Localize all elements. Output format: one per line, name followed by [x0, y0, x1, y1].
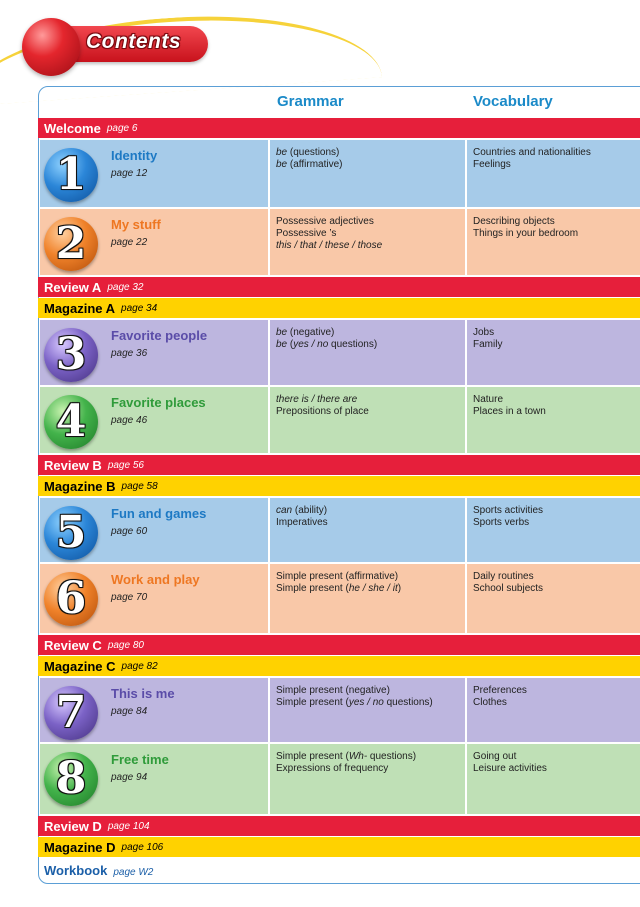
grammar-text: (questions) — [287, 147, 340, 158]
grammar-text: he / she / it — [348, 583, 398, 594]
review-label: Review D — [44, 818, 102, 834]
grammar-text: this / that / these / those — [276, 240, 383, 251]
grammar-text: be — [276, 147, 288, 158]
grammar-text: Imperatives — [276, 517, 328, 528]
unit-title[interactable]: Identity — [111, 148, 158, 163]
grammar-text: be — [276, 327, 288, 338]
vocabulary-item: Leisure activities — [473, 763, 547, 774]
unit-number-badge-icon: 4 — [44, 395, 98, 449]
grammar-text: Simple present (affirmative) — [276, 571, 399, 582]
grammar-text: yes / no — [293, 339, 329, 350]
unit-row-7[interactable] — [40, 678, 640, 742]
unit-number-badge-icon: 1 — [44, 148, 98, 202]
unit-number-badge-icon: 6 — [44, 572, 98, 626]
vocabulary-list — [473, 327, 502, 351]
magazine-b-row[interactable] — [38, 476, 640, 496]
vocabulary-item: Going out — [473, 751, 517, 762]
grammar-item — [276, 406, 369, 418]
grammar-text: be — [276, 339, 288, 350]
review-a-row[interactable] — [38, 277, 640, 297]
review-label: Review C — [44, 637, 102, 653]
vocabulary-list — [473, 147, 591, 171]
unit-number-badge-icon: 2 — [44, 217, 98, 271]
review-label: Review A — [44, 279, 102, 295]
unit-number-badge-icon: 7 — [44, 686, 98, 740]
vocabulary-item: Jobs — [473, 327, 495, 338]
vocabulary-item: Daily routines — [473, 571, 534, 582]
unit-row-3[interactable] — [40, 320, 640, 385]
grammar-text: (affirmative) — [287, 159, 343, 170]
unit-page: page 60 — [111, 526, 148, 537]
grammar-cell — [270, 564, 465, 633]
red-ball-icon — [22, 18, 80, 76]
vocabulary-item: Countries and nationalities — [473, 147, 591, 158]
unit-title-cell — [40, 498, 268, 562]
vocabulary-cell — [467, 387, 640, 453]
grammar-text: (ability) — [292, 505, 328, 516]
vocabulary-list — [473, 216, 578, 240]
grammar-item — [276, 583, 401, 595]
unit-row-6[interactable] — [40, 564, 640, 633]
grammar-text: Simple present (negative) — [276, 685, 390, 696]
grammar-text: Expressions of frequency — [276, 763, 389, 774]
unit-row-5[interactable] — [40, 498, 640, 562]
unit-row-8[interactable] — [40, 744, 640, 814]
vocabulary-item: Sports verbs — [473, 517, 530, 528]
review-page: page 104 — [107, 820, 150, 832]
welcome-page: page 6 — [106, 122, 138, 134]
unit-page: page 46 — [111, 415, 148, 426]
unit-row-2[interactable] — [40, 209, 640, 275]
grammar-text: (negative) — [287, 327, 335, 338]
grammar-cell — [270, 140, 465, 207]
unit-title[interactable]: Work and play — [111, 572, 200, 587]
grammar-cell — [270, 498, 465, 562]
unit-title[interactable]: My stuff — [111, 217, 161, 232]
vocabulary-item: Places in a town — [473, 406, 546, 417]
grammar-text: Simple present ( — [276, 697, 349, 708]
vocabulary-list — [473, 505, 543, 529]
unit-page: page 94 — [111, 772, 148, 783]
unit-page: page 84 — [111, 706, 148, 717]
grammar-text: ( — [287, 339, 294, 350]
welcome-label: Welcome — [44, 120, 101, 136]
magazine-label: Magazine A — [44, 300, 116, 316]
vocabulary-column-header: Vocabulary — [473, 93, 553, 110]
vocabulary-item: Nature — [473, 394, 504, 405]
vocabulary-cell — [467, 140, 640, 207]
grammar-item — [276, 327, 377, 339]
grammar-cell — [270, 678, 465, 742]
grammar-text: questions) — [328, 339, 378, 350]
vocabulary-cell — [467, 320, 640, 385]
unit-row-1[interactable] — [40, 140, 640, 207]
workbook-page: page W2 — [113, 867, 154, 878]
grammar-text: Possessive ’s — [276, 228, 337, 239]
unit-number-badge-icon: 3 — [44, 328, 98, 382]
grammar-cell — [270, 744, 465, 814]
review-page: page 80 — [107, 639, 144, 651]
review-page: page 32 — [107, 281, 144, 293]
magazine-label: Magazine B — [44, 478, 116, 494]
grammar-item — [276, 394, 369, 406]
magazine-page: page 106 — [121, 841, 164, 853]
workbook-row[interactable] — [44, 863, 153, 878]
review-c-row[interactable] — [38, 635, 640, 655]
unit-title-cell — [40, 744, 268, 814]
grammar-list — [276, 216, 382, 252]
grammar-item — [276, 240, 382, 252]
unit-title-cell — [40, 678, 268, 742]
vocabulary-item: School subjects — [473, 583, 544, 594]
grammar-list — [276, 327, 377, 351]
unit-page: page 22 — [111, 237, 148, 248]
vocabulary-item: Feelings — [473, 159, 511, 170]
grammar-text: questions) — [367, 751, 417, 762]
review-b-row[interactable] — [38, 455, 640, 475]
grammar-text: yes / no — [348, 697, 384, 708]
grammar-text: can — [276, 505, 293, 516]
vocabulary-list — [473, 394, 546, 418]
unit-number-badge-icon: 5 — [44, 506, 98, 560]
unit-title-cell — [40, 320, 268, 385]
grammar-text: Wh- — [348, 751, 368, 762]
grammar-text: ) — [397, 583, 402, 594]
grammar-list — [276, 505, 328, 529]
magazine-d-row[interactable] — [38, 837, 640, 857]
magazine-page: page 34 — [121, 302, 158, 314]
grammar-list — [276, 571, 401, 595]
page-title: Contents — [86, 30, 181, 53]
unit-number-badge-icon: 8 — [44, 752, 98, 806]
contents-banner — [0, 0, 640, 90]
magazine-a-row[interactable] — [38, 298, 640, 318]
grammar-item — [276, 159, 343, 171]
magazine-page: page 82 — [121, 660, 158, 672]
grammar-item — [276, 697, 433, 709]
unit-title[interactable]: Favorite people — [111, 328, 208, 343]
grammar-cell — [270, 387, 465, 453]
grammar-list — [276, 685, 433, 709]
grammar-item — [276, 685, 433, 697]
grammar-text: Possessive adjectives — [276, 216, 374, 227]
grammar-text: questions) — [383, 697, 433, 708]
vocabulary-item: Describing objects — [473, 216, 555, 227]
vocabulary-item: Sports activities — [473, 505, 544, 516]
workbook-label: Workbook — [44, 863, 108, 878]
grammar-item — [276, 751, 416, 763]
vocabulary-cell — [467, 744, 640, 814]
vocabulary-item: Clothes — [473, 697, 507, 708]
unit-title-cell — [40, 209, 268, 275]
grammar-item — [276, 216, 382, 228]
unit-title-cell — [40, 140, 268, 207]
grammar-cell — [270, 209, 465, 275]
magazine-label: Magazine D — [44, 839, 116, 855]
review-page: page 56 — [107, 459, 144, 471]
review-d-row[interactable] — [38, 816, 640, 836]
unit-page: page 36 — [111, 348, 148, 359]
magazine-c-row[interactable] — [38, 656, 640, 676]
vocabulary-item: Preferences — [473, 685, 527, 696]
vocabulary-list — [473, 751, 547, 775]
vocabulary-cell — [467, 209, 640, 275]
grammar-item — [276, 763, 416, 775]
grammar-item — [276, 339, 377, 351]
grammar-text: there is / there are — [276, 394, 358, 405]
vocabulary-item: Family — [473, 339, 503, 350]
grammar-list — [276, 147, 343, 171]
vocabulary-item: Things in your bedroom — [473, 228, 579, 239]
unit-row-4[interactable] — [40, 387, 640, 453]
grammar-text: Simple present ( — [276, 751, 349, 762]
vocabulary-cell — [467, 564, 640, 633]
grammar-text: be — [276, 159, 288, 170]
grammar-item — [276, 505, 328, 517]
unit-title[interactable]: This is me — [111, 686, 175, 701]
grammar-cell — [270, 320, 465, 385]
grammar-text: Simple present ( — [276, 583, 349, 594]
grammar-list — [276, 751, 416, 775]
unit-title-cell — [40, 387, 268, 453]
unit-title-cell — [40, 564, 268, 633]
grammar-item — [276, 517, 328, 529]
unit-page: page 70 — [111, 592, 148, 603]
grammar-item — [276, 228, 382, 240]
grammar-column-header: Grammar — [277, 93, 344, 110]
vocabulary-list — [473, 571, 543, 595]
review-label: Review B — [44, 457, 102, 473]
grammar-item — [276, 571, 401, 583]
vocabulary-cell — [467, 678, 640, 742]
vocabulary-list — [473, 685, 527, 709]
grammar-list — [276, 394, 369, 418]
unit-title[interactable]: Free time — [111, 752, 169, 767]
magazine-page: page 58 — [121, 480, 158, 492]
unit-page: page 12 — [111, 168, 148, 179]
welcome-row[interactable] — [38, 118, 640, 138]
unit-title[interactable]: Fun and games — [111, 506, 207, 521]
magazine-label: Magazine C — [44, 658, 116, 674]
grammar-text: Prepositions of place — [276, 406, 369, 417]
grammar-item — [276, 147, 343, 159]
vocabulary-cell — [467, 498, 640, 562]
unit-title[interactable]: Favorite places — [111, 395, 206, 410]
